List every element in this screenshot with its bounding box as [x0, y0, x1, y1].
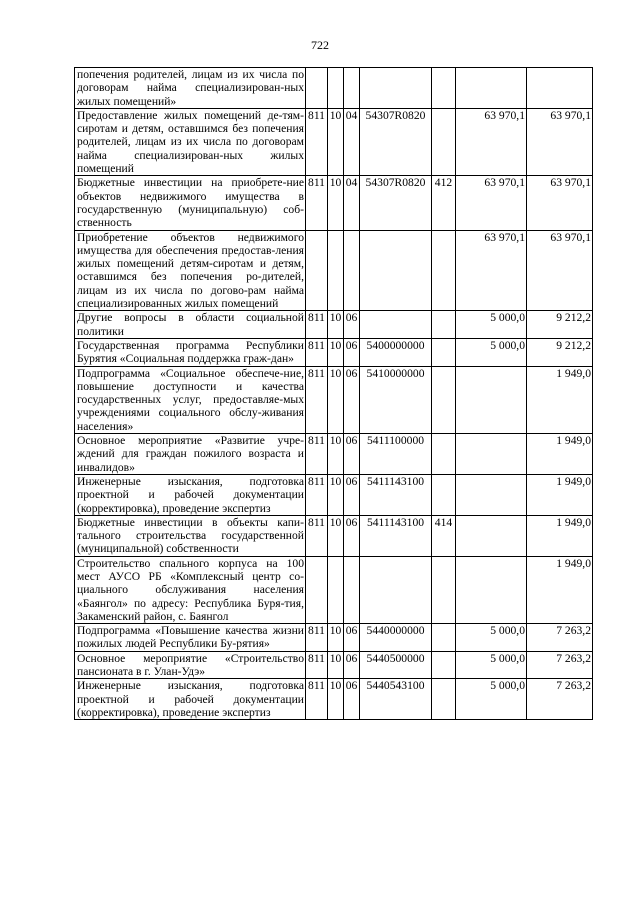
subsection-code-cell: 06 [344, 624, 360, 652]
target-article-cell: 54307R0820 [360, 108, 432, 175]
amount-year2-cell: 63 970,1 [527, 108, 593, 175]
amount-year2-cell: 7 263,2 [527, 624, 593, 652]
subsection-code-cell: 06 [344, 338, 360, 366]
amount-year1-cell: 5 000,0 [456, 679, 527, 720]
subsection-code-cell: 06 [344, 515, 360, 556]
table-row [75, 556, 593, 623]
target-article-cell: 54307R0820 [360, 176, 432, 230]
target-article-cell: 5411143100 [360, 515, 432, 556]
amount-year1-cell: 5 000,0 [456, 624, 527, 652]
row-name-cell: Основное мероприятие «Развитие учре-ждений для граждан пожилого возраста и инвалидов» [75, 434, 306, 475]
expense-type-cell [432, 474, 456, 515]
expense-type-cell [432, 68, 456, 109]
row-name-cell: Подпрограмма «Повышение качества жизни пожилых людей Республики Бу-рятия» [75, 624, 306, 652]
table-row [75, 108, 593, 175]
row-name-cell: Предоставление жилых помещений де-тям-сиротам и детям, оставшимся без попечения родителей, лицам из их числа по договорам найма специализирован-ных жилых помещений [75, 108, 306, 175]
table-row [75, 679, 593, 720]
table-row [75, 515, 593, 556]
row-name-cell: Подпрограмма «Социальное обеспече-ние, повышение доступности и качества государственных услуг, предоставляе-мых учреждениями социального обслу-живания населения» [75, 366, 306, 433]
subsection-code-cell: 06 [344, 311, 360, 339]
target-article-cell: 5440543100 [360, 679, 432, 720]
section-code-cell: 10 [328, 434, 344, 475]
row-name-cell: Бюджетные инвестиции на приобрете-ние объектов недвижимого имущества в государственную (муниципальную) соб-ственность [75, 176, 306, 230]
amount-year1-cell: 63 970,1 [456, 108, 527, 175]
ministry-code-cell: 811 [306, 366, 328, 433]
target-article-cell [360, 556, 432, 623]
amount-year1-cell [456, 474, 527, 515]
row-name-cell: Бюджетные инвестиции в объекты капи-тального строительства государственной (муниципальной) собственности [75, 515, 306, 556]
ministry-code-cell: 811 [306, 624, 328, 652]
section-code-cell: 10 [328, 624, 344, 652]
target-article-cell: 5400000000 [360, 338, 432, 366]
ministry-code-cell: 811 [306, 515, 328, 556]
section-code-cell [328, 68, 344, 109]
section-code-cell: 10 [328, 679, 344, 720]
section-code-cell: 10 [328, 366, 344, 433]
amount-year2-cell: 1 949,0 [527, 366, 593, 433]
amount-year1-cell: 63 970,1 [456, 176, 527, 230]
row-name-cell: Инженерные изыскания, подготовка проектной и рабочей документации (корректировка), проведение экспертиз [75, 679, 306, 720]
expense-type-cell [432, 624, 456, 652]
subsection-code-cell: 06 [344, 366, 360, 433]
expense-type-cell [432, 311, 456, 339]
table-row [75, 338, 593, 366]
subsection-code-cell [344, 230, 360, 311]
ministry-code-cell: 811 [306, 338, 328, 366]
amount-year2-cell [527, 68, 593, 109]
section-code-cell: 10 [328, 651, 344, 679]
ministry-code-cell: 811 [306, 311, 328, 339]
expense-type-cell [432, 108, 456, 175]
row-name-cell: Приобретение объектов недвижимого имущества для обеспечения предостав-ления жилых помещений детям-сиротам и детям, оставшимся без попечения ро-дителей, лицам из их числа по догово-рам найма специализированных жилых помещений [75, 230, 306, 311]
ministry-code-cell: 811 [306, 108, 328, 175]
ministry-code-cell: 811 [306, 474, 328, 515]
table-row [75, 651, 593, 679]
table-row [75, 68, 593, 109]
subsection-code-cell: 06 [344, 651, 360, 679]
table-row [75, 311, 593, 339]
amount-year2-cell: 63 970,1 [527, 230, 593, 311]
table-row [75, 434, 593, 475]
budget-table [74, 67, 593, 720]
amount-year2-cell: 1 949,0 [527, 556, 593, 623]
expense-type-cell [432, 679, 456, 720]
amount-year2-cell: 1 949,0 [527, 474, 593, 515]
row-name-cell: Строительство спального корпуса на 100 мест АУСО РБ «Комплексный центр со-циального обслуживания населения «Баянгол» по адресу: Республика Буря-тия, Закаменский район, с. Баянгол [75, 556, 306, 623]
amount-year1-cell: 5 000,0 [456, 651, 527, 679]
ministry-code-cell: 811 [306, 176, 328, 230]
table-body [75, 68, 593, 720]
section-code-cell: 10 [328, 338, 344, 366]
expense-type-cell: 414 [432, 515, 456, 556]
table-row [75, 624, 593, 652]
ministry-code-cell [306, 68, 328, 109]
section-code-cell [328, 556, 344, 623]
row-name-cell: попечения родителей, лицам из их числа по договорам найма специализирован-ных жилых помещений» [75, 68, 306, 109]
page-number: 722 [311, 38, 329, 52]
section-code-cell: 10 [328, 474, 344, 515]
subsection-code-cell [344, 68, 360, 109]
target-article-cell [360, 230, 432, 311]
section-code-cell: 10 [328, 108, 344, 175]
amount-year1-cell: 63 970,1 [456, 230, 527, 311]
expense-type-cell [432, 651, 456, 679]
amount-year2-cell: 7 263,2 [527, 651, 593, 679]
expense-type-cell: 412 [432, 176, 456, 230]
target-article-cell: 5440500000 [360, 651, 432, 679]
expense-type-cell [432, 556, 456, 623]
amount-year2-cell: 7 263,2 [527, 679, 593, 720]
section-code-cell: 10 [328, 311, 344, 339]
amount-year2-cell: 63 970,1 [527, 176, 593, 230]
expense-type-cell [432, 434, 456, 475]
section-code-cell [328, 230, 344, 311]
target-article-cell: 5411143100 [360, 474, 432, 515]
ministry-code-cell [306, 230, 328, 311]
amount-year2-cell: 9 212,2 [527, 311, 593, 339]
expense-type-cell [432, 366, 456, 433]
amount-year1-cell [456, 515, 527, 556]
amount-year2-cell: 1 949,0 [527, 434, 593, 475]
amount-year2-cell: 9 212,2 [527, 338, 593, 366]
subsection-code-cell: 06 [344, 474, 360, 515]
ministry-code-cell: 811 [306, 651, 328, 679]
target-article-cell [360, 311, 432, 339]
target-article-cell [360, 68, 432, 109]
subsection-code-cell: 06 [344, 434, 360, 475]
table-row [75, 230, 593, 311]
subsection-code-cell [344, 556, 360, 623]
ministry-code-cell: 811 [306, 679, 328, 720]
expense-type-cell [432, 338, 456, 366]
ministry-code-cell: 811 [306, 434, 328, 475]
section-code-cell: 10 [328, 176, 344, 230]
table-row [75, 474, 593, 515]
row-name-cell: Основное мероприятие «Строительство пансионата в г. Улан-Удэ» [75, 651, 306, 679]
ministry-code-cell [306, 556, 328, 623]
subsection-code-cell: 04 [344, 108, 360, 175]
target-article-cell: 5440000000 [360, 624, 432, 652]
expense-type-cell [432, 230, 456, 311]
amount-year1-cell [456, 434, 527, 475]
amount-year1-cell: 5 000,0 [456, 311, 527, 339]
amount-year1-cell [456, 68, 527, 109]
table-row [75, 176, 593, 230]
row-name-cell: Другие вопросы в области социальной политики [75, 311, 306, 339]
target-article-cell: 5410000000 [360, 366, 432, 433]
amount-year2-cell: 1 949,0 [527, 515, 593, 556]
section-code-cell: 10 [328, 515, 344, 556]
table-row [75, 366, 593, 433]
amount-year1-cell [456, 556, 527, 623]
amount-year1-cell [456, 366, 527, 433]
amount-year1-cell: 5 000,0 [456, 338, 527, 366]
row-name-cell: Инженерные изыскания, подготовка проектной и рабочей документации (корректировка), проведение экспертиз [75, 474, 306, 515]
row-name-cell: Государственная программа Республики Бурятия «Социальная поддержка граж-дан» [75, 338, 306, 366]
subsection-code-cell: 06 [344, 679, 360, 720]
subsection-code-cell: 04 [344, 176, 360, 230]
target-article-cell: 5411100000 [360, 434, 432, 475]
